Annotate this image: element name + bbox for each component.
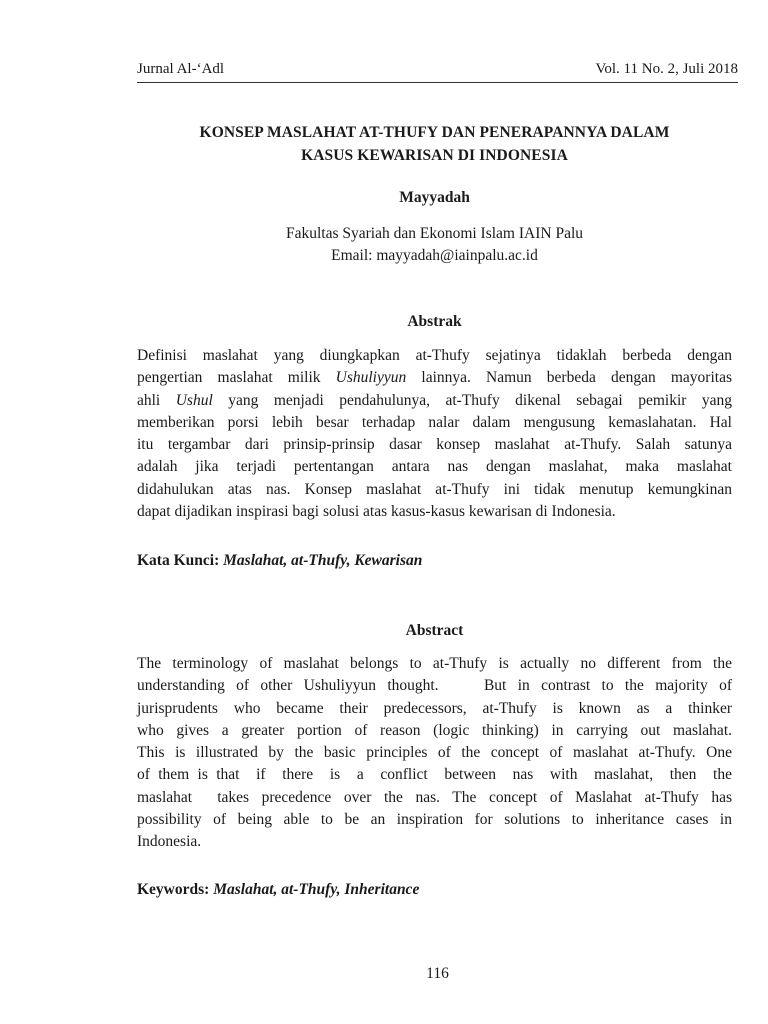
volume-info: Vol. 11 No. 2, Juli 2018 bbox=[595, 61, 738, 77]
paper-title-line-1: KONSEP MASLAHAT AT-THUFY DAN PENERAPANNYA DALAM bbox=[199, 124, 670, 141]
text-run: adalah jika terjadi pertentangan antara nas dengan maslahat, maka maslahat bbox=[137, 458, 732, 476]
keywords-terms: Maslahat, at-Thufy, Inheritance bbox=[213, 881, 420, 898]
abstract-paragraph bbox=[137, 653, 732, 854]
abstract-line: who gives a greater portion of reason (logic thinking) in carrying out maslahat. bbox=[137, 721, 732, 739]
abstrak-line bbox=[137, 479, 732, 501]
italic-term: Ushuliyyun bbox=[335, 369, 407, 387]
journal-name: Jurnal Al-‘Adl bbox=[137, 61, 225, 77]
text-run: lainnya. Namun berbeda dengan mayoritas bbox=[406, 369, 732, 387]
kata-kunci bbox=[137, 551, 732, 571]
abstrak-line bbox=[137, 367, 732, 389]
abstract-line: jurisprudents who became their predecessors, at-Thufy is known as a thinker bbox=[137, 699, 732, 717]
text-run: didahulukan atas nas. Konsep maslahat at-Thufy ini tidak menutup kemungkinan bbox=[137, 480, 732, 498]
keywords-label: Keywords: bbox=[137, 881, 214, 898]
abstract-line: This is illustrated by the basic principles of the concept of maslahat at-Thufy. One bbox=[137, 744, 732, 762]
italic-term: Ushul bbox=[175, 391, 213, 409]
abstrak-line bbox=[137, 501, 732, 523]
author-name: Mayyadah bbox=[399, 189, 470, 206]
author-email: Email: mayyadah@iainpalu.ac.id bbox=[331, 247, 538, 264]
text-run: ahli bbox=[137, 391, 176, 409]
kata-kunci-label: Kata Kunci: bbox=[137, 552, 224, 569]
paper-title-line-2: KASUS KEWARISAN DI INDONESIA bbox=[301, 147, 568, 164]
abstract-line: maslahat takes precedence over the nas. The concept of Maslahat at-Thufy has bbox=[137, 788, 732, 806]
abstrak-line bbox=[137, 434, 732, 456]
text-run: memberikan porsi lebih besar terhadap nalar dalam mengusung kemaslahatan. Hal bbox=[137, 413, 732, 431]
header-rule bbox=[137, 82, 738, 83]
abstract-line: of them is that if there is a conflict between nas with maslahat, then the bbox=[137, 766, 732, 784]
abstrak-line bbox=[137, 456, 732, 478]
abstract-line: Indonesia. bbox=[137, 833, 202, 851]
abstrak-heading: Abstrak bbox=[407, 313, 462, 330]
abstract-line: The terminology of maslahat belongs to at-Thufy is actually no different from the bbox=[137, 655, 732, 672]
text-run: dapat dijadikan inspirasi bagi solusi atas kasus-kasus kewarisan di Indonesia. bbox=[137, 503, 616, 521]
abstract-line: understanding of other Ushuliyyun thought. But in contrast to the majority of bbox=[137, 677, 732, 695]
abstract-heading: Abstract bbox=[405, 622, 464, 639]
author-affiliation: Fakultas Syariah dan Ekonomi Islam IAIN Palu bbox=[285, 225, 584, 242]
running-header bbox=[137, 59, 738, 79]
keywords bbox=[137, 880, 732, 900]
abstrak-line bbox=[137, 412, 732, 434]
kata-kunci-terms: Maslahat, at-Thufy, Kewarisan bbox=[223, 552, 423, 569]
abstrak-line bbox=[137, 345, 732, 367]
text-run: yang menjadi pendahulunya, at-Thufy dikenal sebagai pemikir yang bbox=[212, 391, 733, 409]
page-number: 116 bbox=[426, 965, 449, 982]
abstrak-line bbox=[137, 390, 732, 412]
text-run: itu tergambar dari prinsip-prinsip dasar konsep maslahat at-Thufy. Salah satunya bbox=[137, 436, 732, 454]
abstract-line: possibility of being able to be an inspiration for solutions to inheritance cases in bbox=[137, 811, 732, 829]
text-run: Definisi maslahat yang diungkapkan at-Thufy sejatinya tidaklah berbeda dengan bbox=[137, 347, 732, 364]
text-run: pengertian maslahat milik bbox=[137, 369, 336, 387]
abstrak-paragraph bbox=[137, 345, 732, 523]
paper-title bbox=[137, 121, 732, 167]
